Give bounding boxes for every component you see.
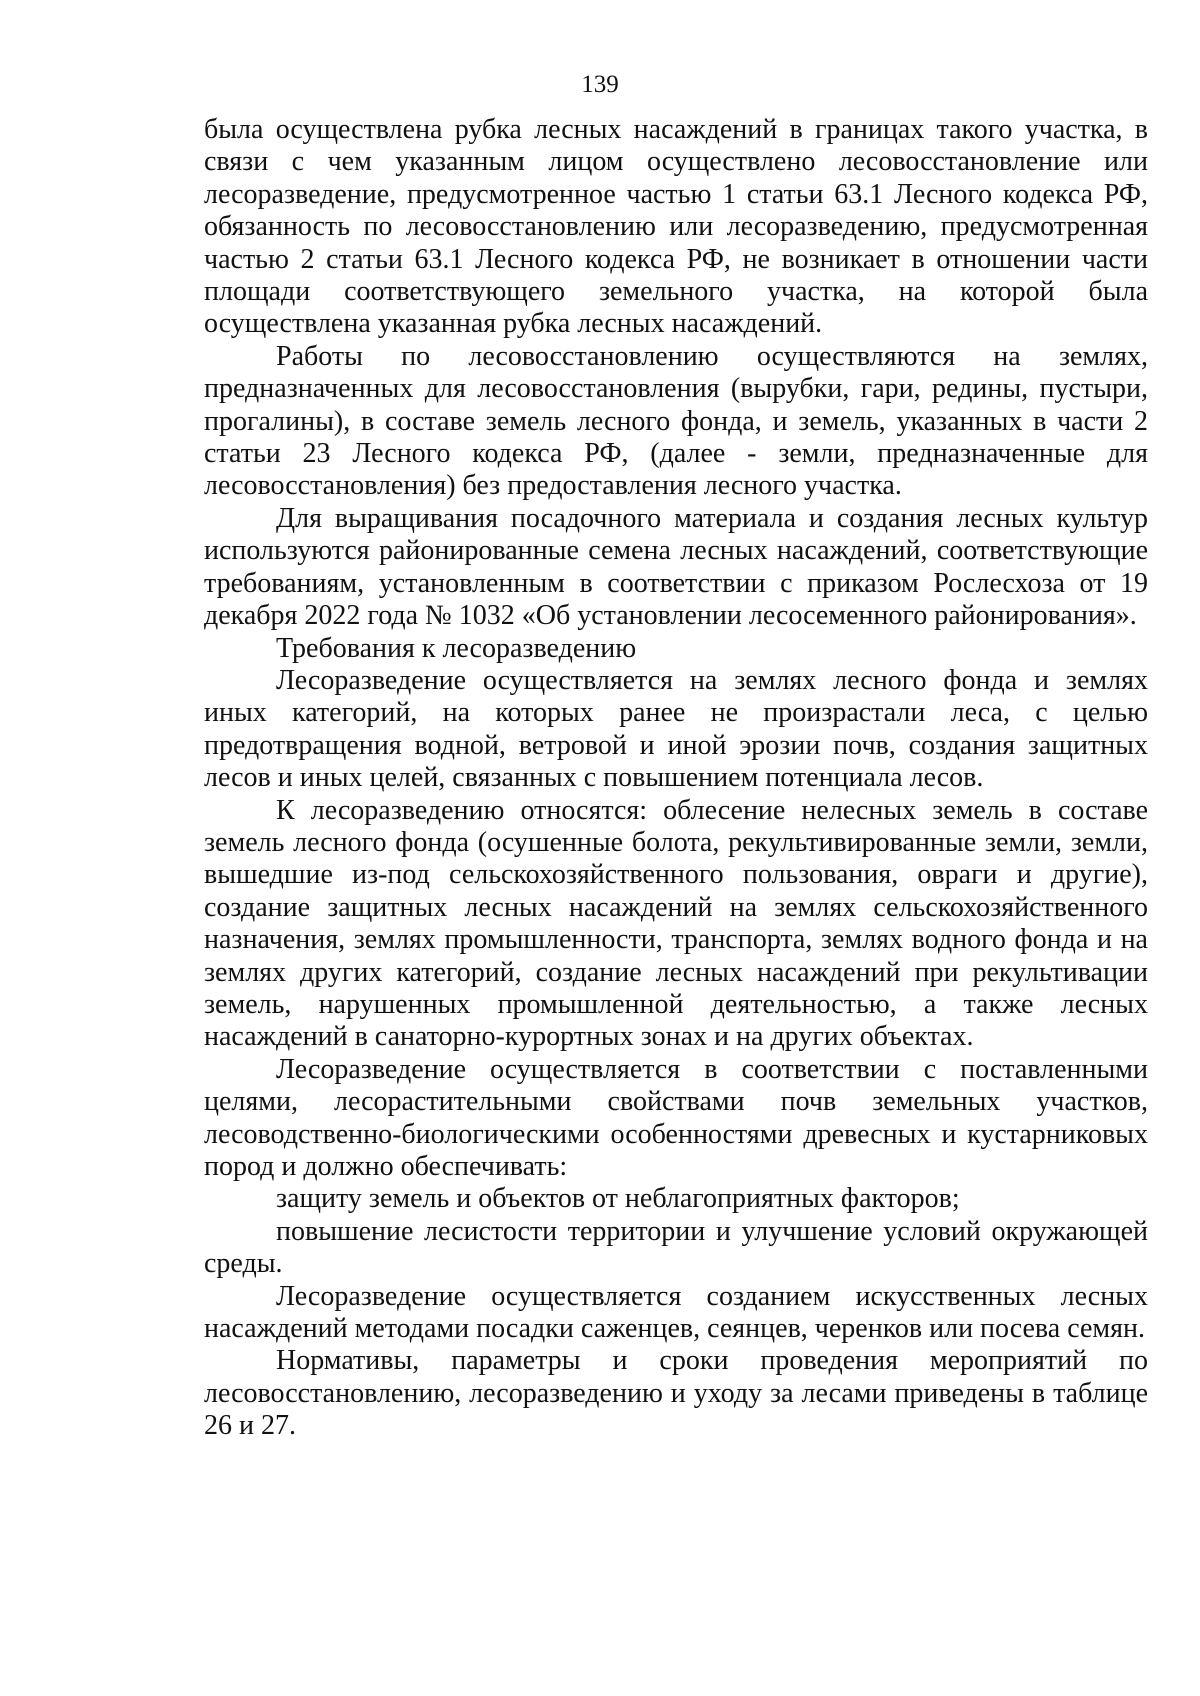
paragraph-afforestation-methods: Лесоразведение осуществляется созданием искусственных лесных насаждений методами посадки саженцев, сеянцев, черенков или посева семян. bbox=[204, 1280, 1148, 1345]
paragraph-afforestation-definition: Лесоразведение осуществляется на землях лесного фонда и землях иных категорий, на которых ранее не произрастали леса, с целью предотвращения водной, ветровой и иной эрозии почв, создания защитных лесов и иных целей, связанных с повышением потенциала лесов. bbox=[204, 664, 1148, 794]
paragraph-reforestation-works: Работы по лесовосстановлению осуществляются на землях, предназначенных для лесовосстановления (вырубки, гари, редины, пустыри, прогалины), в составе земель лесного фонда, и земель, указанных в части 2 статьи 23 Лесного кодекса РФ, (далее - земли, предназначенные для лесовосстановления) без предоставления лесного участка. bbox=[204, 340, 1148, 502]
paragraph-continuation: была осуществлена рубка лесных насаждений в границах такого участка, в связи с чем указанным лицом осуществлено лесовосстановление или лесоразведение, предусмотренное частью 1 статьи 63.1 Лесного кодекса РФ, обязанность по лесовосстановлению или лесоразведению, предусмотренная частью 2 статьи 63.1 Лесного кодекса РФ, не возникает в отношении части площади соответствующего земельного участка, на которой была осуществлена указанная рубка лесных насаждений. bbox=[204, 114, 1148, 340]
page-number: 139 bbox=[581, 71, 619, 98]
list-item-protection: защиту земель и объектов от неблагоприятных факторов; bbox=[276, 1183, 960, 1215]
paragraph-seeds: Для выращивания посадочного материала и создания лесных культур используются районированные семена лесных насаждений, соответствующие требованиям, установленным в соответствии с приказом Рослесхоза от 19 декабря 2022 года № 1032 «Об установлении лесосеменного районирования». bbox=[204, 502, 1148, 632]
list-item-forest-cover: повышение лесистости территории и улучшение условий окружающей среды. bbox=[204, 1215, 1148, 1280]
document-body bbox=[204, 114, 1148, 1443]
paragraph-afforestation-includes: К лесоразведению относятся: облесение нелесных земель в составе земель лесного фонда (осушенные болота, рекультивированные земли, земли, вышедшие из-под сельскохозяйственного пользования, овраги и другие), создание защитных лесных насаждений на землях сельскохозяйственного назначения, землях промышленности, транспорта, землях водного фонда и на землях других категорий, создание лесных насаждений при рекультивации земель, нарушенных промышленной деятельностью, а также лесных насаждений в санаторно-курортных зонах и на других объектах. bbox=[204, 794, 1148, 1053]
paragraph-afforestation-goals: Лесоразведение осуществляется в соответствии с поставленными целями, лесорастительными свойствами почв земельных участков, лесоводственно-биологическими особенностями древесных и кустарниковых пород и должно обеспечивать: bbox=[204, 1053, 1148, 1182]
paragraph-norms-reference: Нормативы, параметры и сроки проведения мероприятий по лесовосстановлению, лесоразведению и уходу за лесами приведены в таблице 26 и 27. bbox=[204, 1345, 1148, 1442]
section-heading: Требования к лесоразведению bbox=[276, 632, 637, 664]
